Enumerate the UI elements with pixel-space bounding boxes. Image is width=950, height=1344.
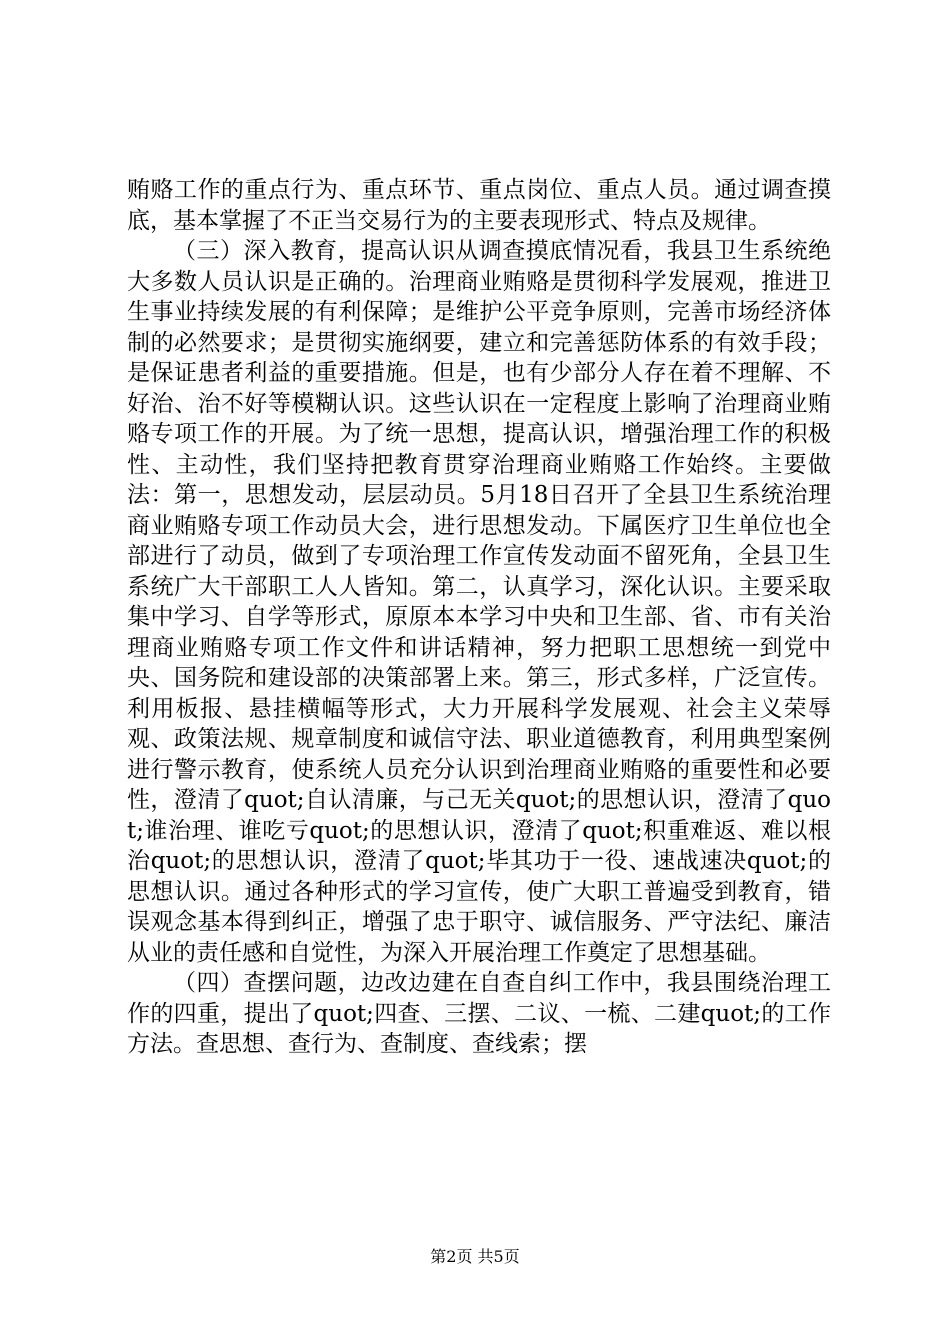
paragraph-section-four: （四）查摆问题，边改边建在自查自纠工作中，我县围绕治理工作的四重，提出了quot;四查、三摆、二议、一梳、二建quot;的工作方法。查思想、查行为、查制度、查线索；摆 [127,970,831,1057]
page-footer: 第2页 共5页 [430,1247,520,1266]
paragraph-section-three: （三）深入教育，提高认识从调查摸底情况看，我县卫生系统绝大多数人员认识是正确的。治理商业贿赂是贯彻科学发展观，推进卫生事业持续发展的有利保障；是维护公平竞争原则，完善市场经济体制的必然要求；是贯彻实施纲要，建立和完善惩防体系的有效手段；是保证患者利益的重要措施。但是，也有少部分人存在着不理解、不好治、治不好等模糊认识。这些认识在一定程度上影响了治理商业贿赂专项工作的开展。为了统一思想，提高认识，增强治理工作的积极性、主动性，我们坚持把教育贯穿治理商业贿赂工作始终。主要做法：第一，思想发动，层层动员。5月18日召开了全县卫生系统治理商业贿赂专项工作动员大会，进行思想发动。下属医疗卫生单位也全部进行了动员，做到了专项治理工作宣传发动面不留死角，全县卫生系统广大干部职工人人皆知。第二，认真学习，深化认识。主要采取集中学习、自学等形式，原原本本学习中央和卫生部、省、市有关治理商业贿赂专项工作文件和讲话精神，努力把职工思想统一到党中央、国务院和建设部的决策部署上来。第三，形式多样，广泛宣传。利用板报、悬挂横幅等形式，大力开展科学发展观、社会主义荣辱观、政策法规、规章制度和诚信守法、职业道德教育，利用典型案例进行警示教育，使系统人员充分认识到治理商业贿赂的重要性和必要性，澄清了quot;自认清廉，与己无关quot;的思想认识，澄清了quot;谁治理、谁吃亏quot;的思想认识，澄清了quot;积重难返、难以根治quot;的思想认识，澄清了quot;毕其功于一役、速战速决quot;的思想认识。通过各种形式的学习宣传，使广大职工普遍受到教育，错误观念基本得到纠正，增强了忠于职守、诚信服务、严守法纪、廉洁从业的责任感和自觉性，为深入开展治理工作奠定了思想基础。 [127,238,831,966]
paragraph-continuation: 贿赂工作的重点行为、重点环节、重点岗位、重点人员。通过调查摸底，基本掌握了不正当交易行为的主要表现形式、特点及规律。 [127,177,831,234]
document-body [127,175,831,1060]
